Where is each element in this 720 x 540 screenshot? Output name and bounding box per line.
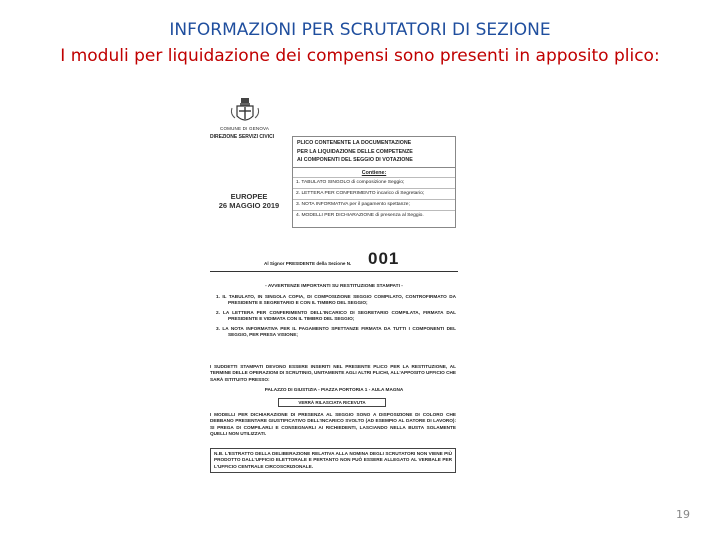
plico-header-line: AI COMPONENTI DEL SEGGIO DI VOTAZIONE: [297, 157, 413, 163]
plico-header-line: PLICO CONTENENTE LA DOCUMENTAZIONE: [297, 140, 412, 146]
envelope-cover-image: [206, 96, 468, 236]
plico-item: 2. LETTERA PER CONFERIMENTO incarico di Segretario;: [293, 188, 455, 199]
divider: [210, 271, 458, 272]
warnings-list: [216, 294, 456, 341]
city-crest-icon: [228, 96, 262, 126]
location-label: PALAZZO DI GIUSTIZIA - PIAZZA PORTORIA 1 - AULA MAGNA: [264, 387, 404, 392]
plico-item: 4. MODELLI PER DICHIARAZIONE di presenza al Seggio.: [293, 210, 455, 221]
page-number: 19: [676, 508, 690, 521]
nb-note: N.B. L'ESTRATTO DELLA DELIBERAZIONE RELATIVA ALLA NOMINA DEGLI SCRUTATORI NON VIENE PIÙ PRODOTTO DALL'UFFICIO ELETTORALE E PERTANTO NON PUÒ ESSERE ALLEGATO AL VERBALE PER L'UFFICIO CENTRALE CIRCOSCRIZIONALE.: [210, 448, 456, 473]
warnings-title: - AVVERTENZE IMPORTANTI SU RESTITUZIONE STAMPATI -: [265, 284, 403, 289]
plico-header: [293, 137, 455, 168]
addressee-label: Al Signor PRESIDENTE della Sezione N.: [264, 261, 352, 266]
crest-caption: COMUNE DI GENOVA: [220, 126, 270, 131]
department-label: DIREZIONE SERVIZI CIVICI: [210, 134, 275, 140]
election-label: [214, 192, 284, 210]
list-item: 3. LA NOTA INFORMATIVA PER IL PAGAMENTO SPETTANZE FIRMATA DA TUTTI I COMPONENTI DEL SEGGIO, PER PRESA VISIONE;: [216, 325, 456, 338]
plico-item: 3. NOTA INFORMATIVA per il pagamento spettanze;: [293, 199, 455, 210]
list-item: 2. LA LETTERA PER CONFERIMENTO DELL'INCARICO DI SEGRETARIO COMPILATA, FIRMATA DAL PRESIDENTE E VIDIMATA CON IL TIMBRO DEL SEGGIO;: [216, 309, 456, 322]
election-line-2: 26 MAGGIO 2019: [218, 201, 280, 210]
slide-title: INFORMAZIONI PER SCRUTATORI DI SEZIONE: [169, 20, 551, 40]
seat-number: 001: [368, 249, 400, 268]
election-line-1: EUROPEE: [230, 192, 268, 201]
receipt-box: VERRÀ RILASCIATA RICEVUTA: [278, 398, 386, 407]
plico-box: [292, 136, 456, 228]
list-item: 1. IL TABULATO, IN SINGOLA COPIA, DI COMPOSIZIONE SEGGIO COMPILATO, CONTROFIRMATO DA PRESIDENTE E SEGRETARIO E CON IL TIMBRO DEL SEGGIO;: [216, 294, 456, 306]
plico-item: 1. TABULATO SINGOLO di composizione Seggio;: [293, 177, 455, 188]
models-paragraph: I MODELLI PER DICHIARAZIONE DI PRESENZA AL SEGGIO SONO A DISPOSIZIONE DI COLORO CHE DEBBANO PRESENTARE GIUSTIFICATIVO DELL'INCARICO SVOLTO (AD ESEMPIO AL DATORE DI LAVORO): SI PREGA DI COMPILARLI E CONSEGNARLI AI RICHIEDENTI, LASCIANDO NELLA BUSTA SOLAMENTE QUELLI NON UTILIZZATI.: [210, 412, 456, 437]
slide-subtitle: I moduli per liquidazione dei compensi sono presenti in apposito plico:: [60, 46, 660, 66]
warnings-sheet-image: [206, 248, 462, 488]
return-paragraph: I SUDDETTI STAMPATI DEVONO ESSERE INSERITI NEL PRESENTE PLICO PER LA RESTITUZIONE, AL TERMINE DELLE OPERAZIONI DI SCRUTINIO, UNITAMENTE AGLI ALTRI PLICHI, ALL'APPOSITO UFFICIO CHE SARÀ ISTITUITO PRESSO:: [210, 364, 456, 382]
plico-content-title: Contiene:: [361, 169, 387, 176]
plico-header-line: PER LA LIQUIDAZIONE DELLE COMPETENZE: [297, 148, 413, 155]
